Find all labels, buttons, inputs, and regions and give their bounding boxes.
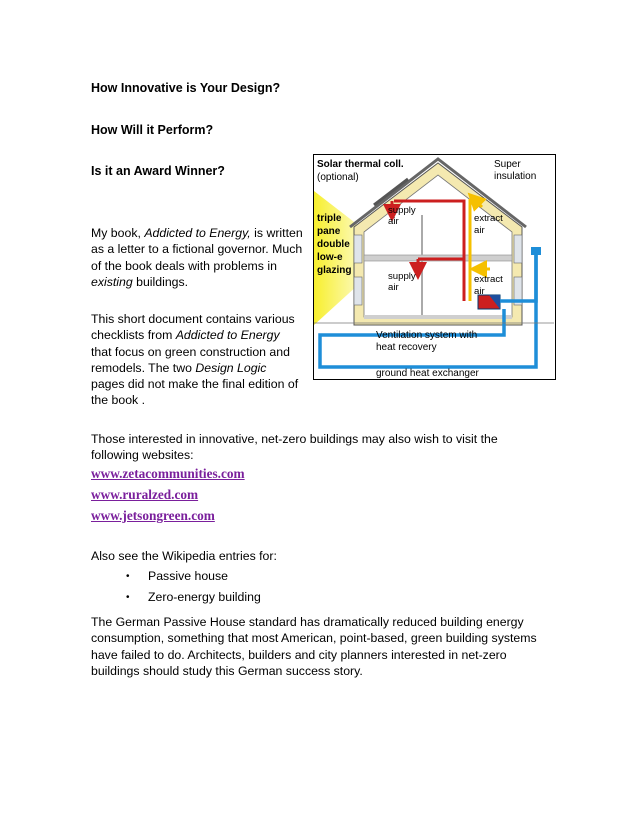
- label-pane: pane: [317, 226, 341, 237]
- label-supply-upper: supply: [388, 205, 416, 216]
- label-double: double: [317, 239, 350, 250]
- existing-emphasis: existing: [91, 274, 133, 289]
- closing-paragraph: The German Passive House standard has dramatically reduced building energy consumption, something that most American, point-based, green building systems have failed to do. Architects, builders and city planners interested in net-zero buildings should study this German success story.: [91, 615, 537, 678]
- wiki-item-passive-house: [126, 566, 426, 587]
- bullet: •: [126, 571, 130, 582]
- window-upper-right: [514, 235, 522, 263]
- air-intake-cap: [531, 247, 541, 255]
- wiki-item-label: Passive house: [148, 569, 228, 583]
- label-insulation: insulation: [494, 171, 537, 182]
- house-ventilation-diagram: [313, 154, 556, 380]
- label-solar: [317, 159, 404, 170]
- intro-p2-b: that focus on green construction and remodels. The two: [91, 344, 290, 375]
- intro-p1-a: My book,: [91, 226, 145, 240]
- label-extract-lower: extract: [474, 274, 503, 285]
- label-extract-air-lower: air: [474, 286, 485, 297]
- link-ruralzed[interactable]: www.ruralzed.com: [91, 487, 199, 502]
- window-upper-left: [354, 235, 362, 263]
- wiki-list: [126, 566, 426, 608]
- diagram-svg: [314, 155, 554, 378]
- label-extract-air-upper: air: [474, 225, 485, 236]
- wiki-item-zero-energy: [126, 587, 426, 608]
- wiki-item-label: Zero-energy building: [148, 590, 261, 604]
- heading-award: Is it an Award Winner?: [91, 164, 225, 178]
- intro-p1-b: is written as a letter to a fictional governor. Much of the book deals with problems in: [91, 226, 303, 273]
- book-title: Addicted to Energy,: [144, 226, 251, 240]
- label-supply-lower: supply: [388, 271, 416, 282]
- wiki-intro: Also see the Wikipedia entries for:: [91, 549, 277, 563]
- floor-ground: [364, 315, 512, 319]
- label-air-upper: air: [388, 216, 399, 227]
- link-jetsongreen[interactable]: www.jetsongreen.com: [91, 508, 215, 523]
- intro-p2-c: pages did not make the final edition of the book .: [91, 377, 299, 408]
- intro-p1-c: buildings.: [132, 274, 189, 289]
- label-super: Super: [494, 159, 521, 170]
- heading-innovative: How Innovative is Your Design?: [91, 81, 281, 95]
- link-zetacommunities[interactable]: www.zetacommunities.com: [91, 466, 245, 481]
- label-solar-l1: Solar thermal coll.: [317, 159, 404, 170]
- label-extract-upper: extract: [474, 213, 503, 224]
- websites-intro: Those interested in innovative, net-zero buildings may also wish to visit the following websites:: [91, 432, 498, 463]
- intro-paragraph-2: [91, 311, 303, 409]
- book-title-2: Addicted to Energy: [175, 328, 280, 343]
- label-triple: triple: [317, 213, 342, 224]
- label-ground-heat-exchanger: ground heat exchanger: [376, 368, 479, 378]
- intro-paragraph-1: [91, 225, 303, 290]
- label-ventilation: Ventilation system with: [376, 330, 478, 341]
- label-glazing: glazing: [317, 265, 352, 276]
- heading-perform: How Will it Perform?: [91, 123, 214, 137]
- label-heat-recovery: heat recovery: [376, 342, 437, 353]
- window-lower-left: [354, 277, 362, 305]
- intro-p2-a: This short document contains various checklists from: [91, 312, 295, 343]
- label-low-e: low-e: [317, 252, 343, 263]
- label-solar-optional: (optional): [317, 172, 359, 183]
- design-logic-emphasis: Design Logic: [195, 360, 267, 375]
- label-air-lower: air: [388, 282, 399, 293]
- bullet: •: [126, 592, 130, 603]
